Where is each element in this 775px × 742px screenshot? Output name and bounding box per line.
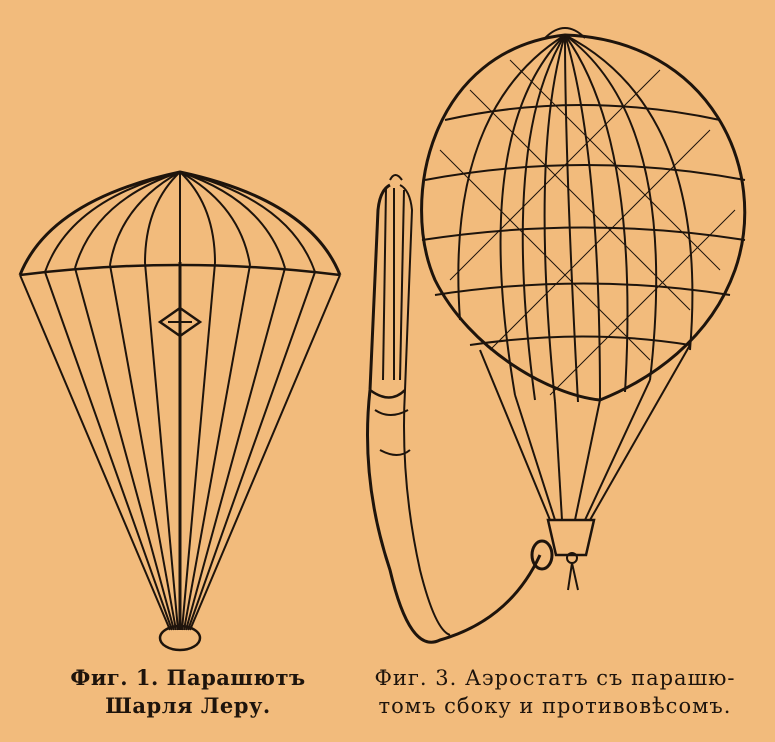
figure-1-caption (38, 664, 338, 720)
figure-3-caption (340, 664, 770, 720)
figure-1-caption-line-2: Шарля Леру. (105, 693, 271, 718)
figure-1-caption-line-1: Фиг. 1. Парашютъ (70, 665, 306, 690)
figure-3-caption-line-2: томъ сбоку и противовѣсомъ. (378, 694, 732, 718)
figure-3-caption-line-1: Фиг. 3. Аэростатъ съ парашю- (374, 666, 736, 690)
parachute-illustration (10, 160, 350, 660)
balloon-drawing (350, 10, 770, 660)
parachute-drawing (10, 160, 350, 660)
balloon-illustration (350, 10, 770, 660)
